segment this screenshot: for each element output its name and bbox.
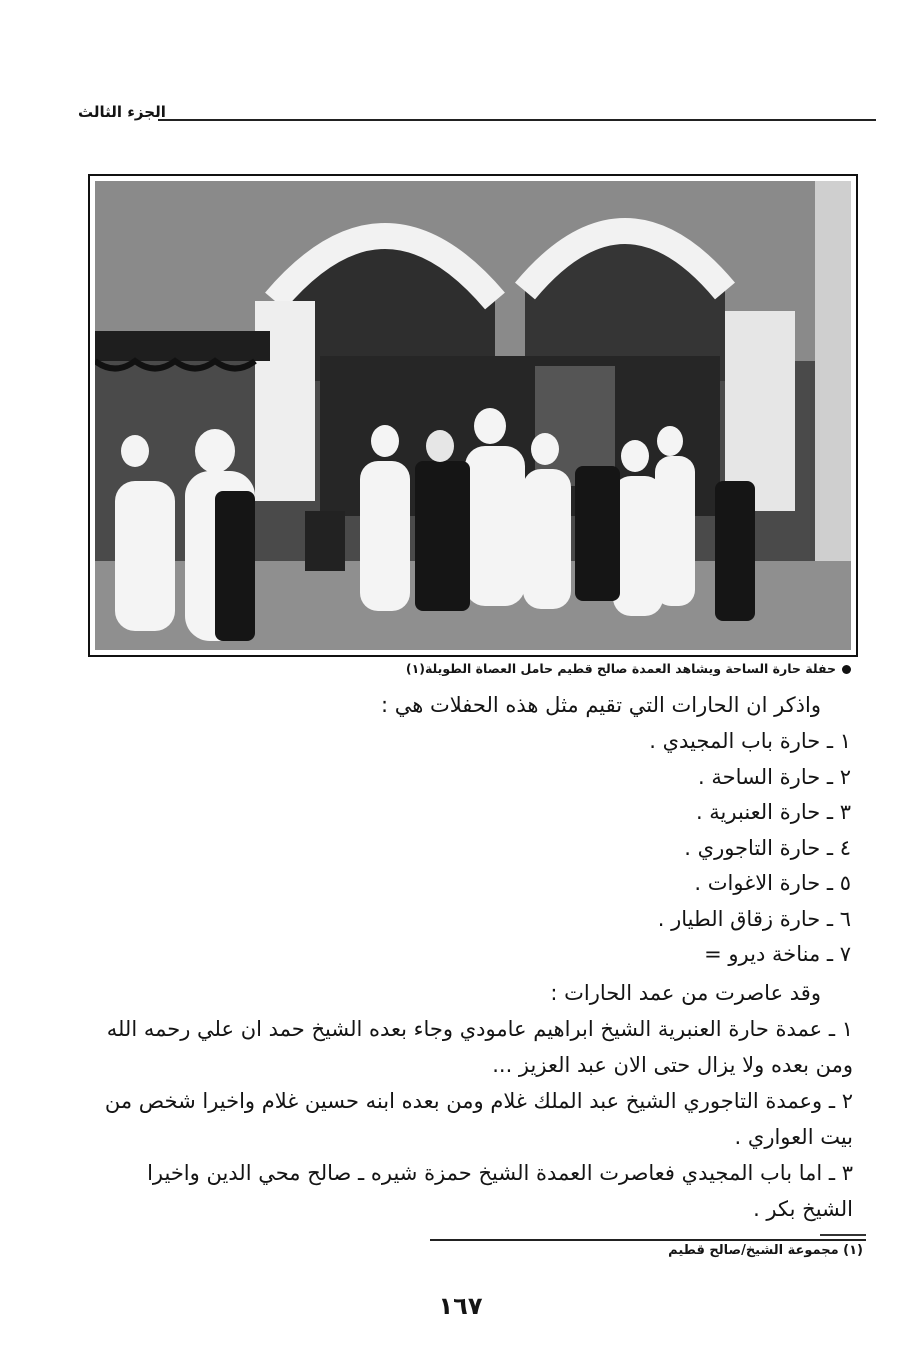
list-item: ٥ ـ حارة الاغوات . [694,871,851,895]
list-item: ٣ ـ حارة العنبرية . [695,800,851,824]
footnote-divider [430,1239,866,1241]
figure-caption [91,661,851,676]
paragraph-line: الشيخ بكر . [753,1196,853,1221]
list-item: ٧ ـ مناخة ديرو = [704,942,851,966]
paragraph-line: ٣ ـ اما باب المجيدي فعاصرت العمدة الشيخ حمزة شيره ـ صالح محي الدين واخيرا [147,1161,853,1185]
footnote: (١) مجموعة الشيخ/صالح قطيم [668,1243,863,1258]
footnote-divider-top [820,1234,866,1236]
celebration-photo [95,181,851,650]
caption-text: حفلة حارة الساحة ويشاهد العمدة صالح قطيم حامل العصاة الطويلة(١) [405,661,836,676]
omad-paragraph [93,1012,853,1083]
list-item: ٢ ـ حارة الساحة . [698,764,851,789]
intro-omad-text: وقد عاصرت من عمد الحارات : [550,981,821,1005]
list-item: ٤ ـ حارة التاجوري . [684,835,851,860]
bullet-icon [842,665,851,674]
header-rule [158,119,876,121]
page-number: ١٦٧ [438,1292,483,1320]
list-item: ٦ ـ حارة زقاق الطيار . [657,906,851,931]
running-header: الجزء الثالث [78,103,166,121]
list-item: ١ ـ حارة باب المجيدي . [649,729,851,753]
harat-list [649,724,851,973]
paragraph-line: بيت العواري . [734,1124,853,1149]
omad-paragraph [93,1156,853,1227]
paragraph-line: ٢ ـ وعمدة التاجوري الشيخ عبد الملك غلام ومن بعده ابنه حسين غلام واخيرا شخص من [104,1089,853,1113]
photo-figure [88,174,858,657]
paragraph-line: ومن بعده ولا يزال حتى الان عبد العزيز ... [492,1052,853,1077]
omad-paragraph [93,1084,853,1155]
intro-list-text: واذكر ان الحارات التي تقيم مثل هذه الحفلات هي : [381,693,821,717]
paragraph-line: ١ ـ عمدة حارة العنبرية الشيخ ابراهيم عامودي وجاء بعده الشيخ حمد ان علي رحمه الله [106,1017,853,1041]
